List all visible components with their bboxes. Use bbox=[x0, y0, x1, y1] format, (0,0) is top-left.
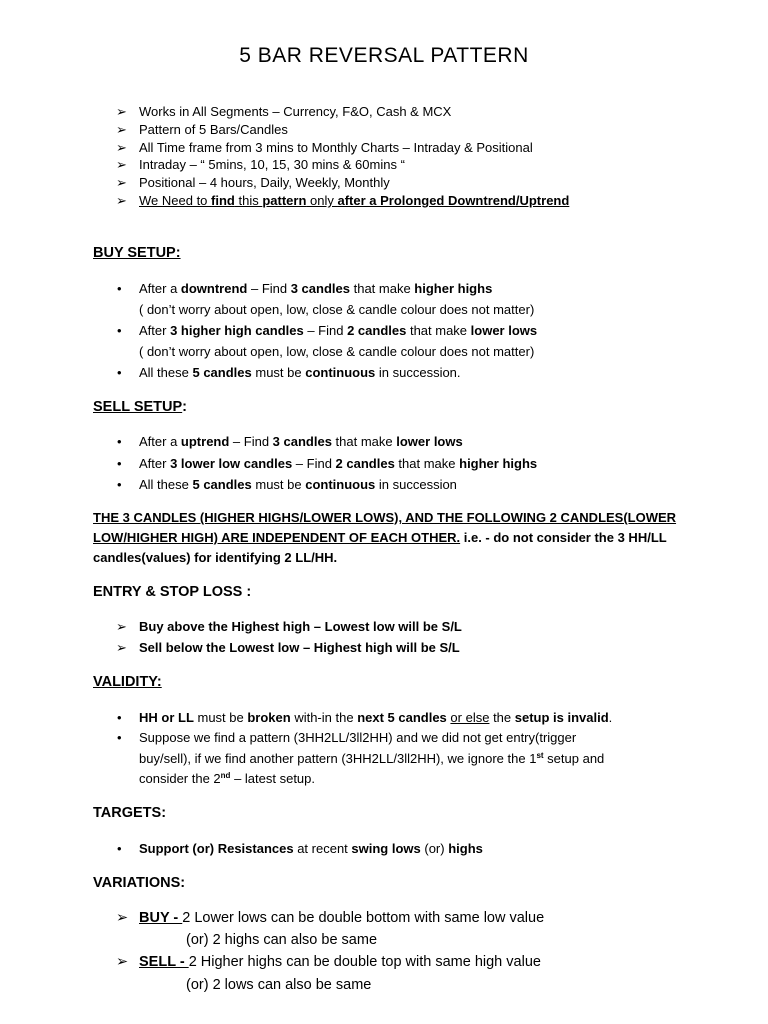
arrow-bullet-icon: ➢ bbox=[116, 140, 127, 155]
sell-item-lower-low-candles bbox=[139, 456, 537, 472]
text-run: 2 Higher highs can be double top with same high value bbox=[188, 954, 541, 970]
text-run: that make bbox=[331, 434, 397, 449]
text-run-bold: pattern bbox=[262, 193, 307, 208]
text-run-bold: Support (or) Resistances bbox=[139, 841, 294, 856]
text-run: must be bbox=[251, 365, 306, 380]
text-run: must be bbox=[193, 710, 248, 725]
text-run: – Find bbox=[303, 323, 348, 338]
text-run: After bbox=[139, 456, 171, 471]
superscript: nd bbox=[220, 771, 231, 780]
buy-setup-heading: BUY SETUP: bbox=[93, 245, 181, 261]
independence-note-line-2 bbox=[93, 530, 667, 546]
text-run: at recent bbox=[293, 841, 352, 856]
text-run-bold: swing lows bbox=[351, 841, 421, 856]
variation-sell-line-1 bbox=[139, 954, 541, 970]
buy-item-note: ( don’t worry about open, low, close & candle colour does not matter) bbox=[139, 302, 535, 317]
text-run-bold: HH or LL bbox=[139, 710, 194, 725]
independence-note-line-1: THE 3 CANDLES (HIGHER HIGHS/LOWER LOWS), AND THE FOLLOWING 2 CANDLES(LOWER bbox=[93, 510, 677, 525]
validity-heading: VALIDITY: bbox=[93, 674, 162, 690]
text-run: buy/sell), if we find another pattern (3HH2LL/3ll2HH), we ignore the 1 bbox=[139, 751, 537, 766]
text-run: that make bbox=[394, 456, 460, 471]
intro-line-intraday: Intraday – “ 5mins, 10, 15, 30 mins & 60mins “ bbox=[139, 157, 405, 172]
buy-item-higher-high-candles bbox=[139, 323, 537, 339]
text-run-bold-underlined: BUY - bbox=[139, 910, 183, 926]
text-run: – latest setup. bbox=[230, 771, 316, 786]
validity-item-ignore-line-2 bbox=[139, 751, 604, 767]
text-run-bold: 3 candles bbox=[272, 434, 332, 449]
text-run: (or) bbox=[420, 841, 449, 856]
text-run: only bbox=[306, 193, 338, 208]
text-run-bold-underlined: SELL - bbox=[139, 954, 189, 970]
text-run-bold: continuous bbox=[305, 477, 376, 492]
text-run-bold: continuous bbox=[305, 365, 376, 380]
variation-buy-line-2: (or) 2 highs can also be same bbox=[186, 932, 378, 948]
text-run: i.e. - do not consider the 3 HH/LL bbox=[460, 530, 667, 545]
text-run: the bbox=[489, 710, 515, 725]
intro-line-prolonged-trend bbox=[139, 193, 569, 209]
validity-item-ignore-line-3 bbox=[139, 771, 315, 787]
bullet-dot-icon: • bbox=[117, 477, 122, 492]
validity-item-ignore-line-1: Suppose we find a pattern (3HH2LL/3ll2HH) and we did not get entry(trigger bbox=[139, 730, 577, 745]
text-run: After a bbox=[139, 281, 181, 296]
text-run: . bbox=[608, 710, 613, 725]
text-run-underlined: or else bbox=[450, 710, 490, 725]
bullet-dot-icon: • bbox=[117, 841, 122, 856]
text-run: setup and bbox=[543, 751, 605, 766]
bullet-dot-icon: • bbox=[117, 323, 122, 338]
buy-item-downtrend bbox=[139, 281, 492, 297]
text-run: that make bbox=[349, 281, 415, 296]
intro-line-timeframe: All Time frame from 3 mins to Monthly Charts – Intraday & Positional bbox=[139, 140, 533, 155]
independence-note-line-3: candles(values) for identifying 2 LL/HH. bbox=[93, 550, 338, 565]
text-run: All these bbox=[139, 477, 193, 492]
text-run: must be bbox=[251, 477, 306, 492]
variation-buy-line-1 bbox=[139, 910, 544, 926]
text-run-bold: higher highs bbox=[459, 456, 538, 471]
text-run-bold: uptrend bbox=[180, 434, 230, 449]
buy-item-note: ( don’t worry about open, low, close & candle colour does not matter) bbox=[139, 344, 535, 359]
page-title: 5 BAR REVERSAL PATTERN bbox=[239, 44, 529, 67]
text-run-bold: lower lows bbox=[470, 323, 538, 338]
text-run: in succession. bbox=[375, 365, 461, 380]
text-run: : bbox=[182, 399, 188, 415]
arrow-bullet-icon: ➢ bbox=[116, 157, 127, 172]
text-run-bold: find bbox=[211, 193, 235, 208]
text-run: After bbox=[139, 323, 171, 338]
text-run: in succession bbox=[375, 477, 457, 492]
text-run-underlined: LOW/HIGHER HIGH) ARE INDEPENDENT OF EACH OTHER. bbox=[93, 530, 461, 545]
entry-sell-rule: Sell below the Lowest low – Highest high will be S/L bbox=[139, 640, 460, 655]
text-run-bold: 3 lower low candles bbox=[170, 456, 293, 471]
sell-item-continuous bbox=[139, 477, 457, 493]
text-run: After a bbox=[139, 434, 181, 449]
text-run: All these bbox=[139, 365, 193, 380]
text-run-bold: next 5 candles bbox=[357, 710, 447, 725]
bullet-dot-icon: • bbox=[117, 281, 122, 296]
text-run-bold: after a Prolonged Downtrend/Uptrend bbox=[337, 193, 570, 208]
buy-item-continuous bbox=[139, 365, 461, 381]
arrow-bullet-icon: ➢ bbox=[116, 954, 129, 970]
bullet-dot-icon: • bbox=[117, 730, 122, 745]
entry-buy-rule: Buy above the Highest high – Lowest low will be S/L bbox=[139, 619, 462, 634]
text-run: consider the 2 bbox=[139, 771, 221, 786]
text-run-bold: 3 candles bbox=[290, 281, 350, 296]
text-run-bold: downtrend bbox=[180, 281, 248, 296]
text-run-bold: 2 candles bbox=[335, 456, 395, 471]
targets-item bbox=[139, 841, 483, 857]
text-run-bold: lower lows bbox=[396, 434, 463, 449]
bullet-dot-icon: • bbox=[117, 365, 122, 380]
intro-line-positional: Positional – 4 hours, Daily, Weekly, Monthly bbox=[139, 175, 390, 190]
arrow-bullet-icon: ➢ bbox=[116, 619, 127, 634]
text-run: – Find bbox=[292, 456, 336, 471]
text-run: – Find bbox=[229, 434, 273, 449]
bullet-dot-icon: • bbox=[117, 434, 122, 449]
text-run-bold: 5 candles bbox=[192, 477, 252, 492]
text-run-bold: setup is invalid bbox=[514, 710, 609, 725]
sell-item-uptrend bbox=[139, 434, 463, 450]
text-run: – Find bbox=[247, 281, 291, 296]
text-run-bold: broken bbox=[247, 710, 291, 725]
text-run-bold: highs bbox=[448, 841, 483, 856]
text-run: with-in the bbox=[290, 710, 358, 725]
intro-line-pattern: Pattern of 5 Bars/Candles bbox=[139, 122, 288, 137]
text-run: this bbox=[234, 193, 263, 208]
arrow-bullet-icon: ➢ bbox=[116, 910, 129, 926]
sell-setup-heading bbox=[93, 399, 187, 415]
text-run-bold: higher highs bbox=[414, 281, 493, 296]
arrow-bullet-icon: ➢ bbox=[116, 175, 127, 190]
variations-heading: VARIATIONS: bbox=[93, 875, 186, 891]
arrow-bullet-icon: ➢ bbox=[116, 122, 127, 137]
text-run: We Need to bbox=[139, 193, 212, 208]
text-run-bold: 5 candles bbox=[192, 365, 252, 380]
validity-item-broken bbox=[139, 710, 612, 726]
intro-line-segments: Works in All Segments – Currency, F&O, Cash & MCX bbox=[139, 104, 452, 119]
text-run: 2 Lower lows can be double bottom with same low value bbox=[182, 910, 545, 926]
text-run-bold: 2 candles bbox=[347, 323, 407, 338]
bullet-dot-icon: • bbox=[117, 456, 122, 471]
entry-stop-loss-heading: ENTRY & STOP LOSS : bbox=[93, 584, 252, 600]
text-run: that make bbox=[406, 323, 471, 338]
text-run-underlined: SELL SETUP bbox=[93, 399, 183, 415]
arrow-bullet-icon: ➢ bbox=[116, 640, 127, 655]
arrow-bullet-icon: ➢ bbox=[116, 104, 127, 119]
variation-sell-line-2: (or) 2 lows can also be same bbox=[186, 977, 372, 993]
targets-heading: TARGETS: bbox=[93, 805, 167, 821]
superscript: st bbox=[536, 751, 544, 760]
arrow-bullet-icon: ➢ bbox=[116, 193, 127, 208]
text-run-bold: 3 higher high candles bbox=[170, 323, 304, 338]
bullet-dot-icon: • bbox=[117, 710, 122, 725]
